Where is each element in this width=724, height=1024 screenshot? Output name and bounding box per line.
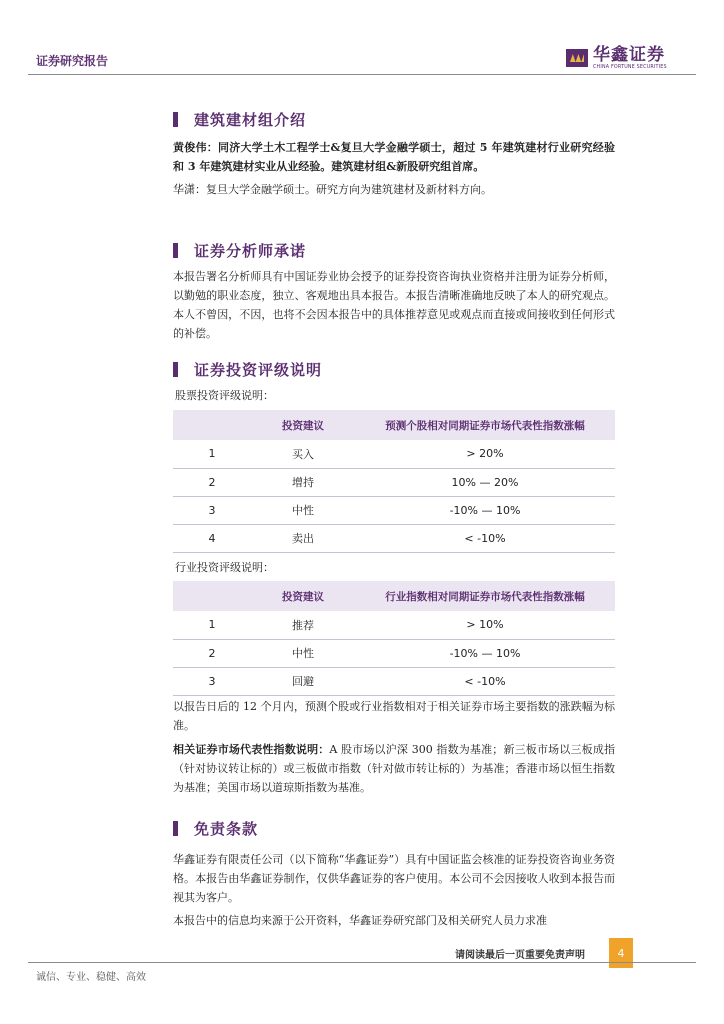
company-logo <box>566 47 667 71</box>
footer-disclaimer-note: 请阅读最后一页重要免责声明 <box>455 950 585 961</box>
header-action: 投资建议 <box>251 410 355 440</box>
action-cell: 中性 <box>251 496 355 524</box>
disclaimer-para-2: 本报告中的信息均来源于公开资料，华鑫证券研究部门及相关研究人员力求准 <box>173 914 547 927</box>
section-team <box>173 109 306 130</box>
section-title: 建筑建材组介绍 <box>194 111 307 129</box>
range-cell: -10% — 10% <box>355 639 615 667</box>
table-header <box>173 581 615 611</box>
footer-divider <box>28 962 696 963</box>
range-cell: < -10% <box>355 667 615 695</box>
section-title: 证券分析师承诺 <box>194 242 307 260</box>
table-row <box>173 496 615 524</box>
header-title: 证券研究报告 <box>36 54 109 68</box>
action-cell: 卖出 <box>251 524 355 552</box>
section-bar <box>173 243 178 258</box>
range-cell: > 10% <box>355 611 615 639</box>
table-row <box>173 524 615 552</box>
rank-cell: 4 <box>173 524 251 552</box>
rating-note-1: 以报告日后的 12 个月内，预测个股或行业指数相对于相关证券市场主要指数的涨跌幅为标准。 <box>173 700 615 732</box>
header-desc: 预测个股相对同期证券市场代表性指数涨幅 <box>355 410 615 440</box>
range-cell: < -10% <box>355 524 615 552</box>
section-commitment <box>173 240 306 261</box>
stock-rating-label: 股票投资评级说明： <box>175 389 274 402</box>
rating-note-2 <box>173 740 615 797</box>
action-cell: 中性 <box>251 639 355 667</box>
disclaimer-para-1: 华鑫证券有限责任公司（以下简称“华鑫证券”）具有中国证监会核准的证券投资咨询业务资格。本报告由华鑫证券制作，仅供华鑫证券的客户使用。本公司不会因接收人收到本报告而视其为客户。 <box>173 853 615 904</box>
industry-rating-table <box>173 581 615 696</box>
action-cell: 回避 <box>251 667 355 695</box>
section-bar <box>173 112 178 127</box>
header-action: 投资建议 <box>251 581 355 611</box>
action-cell: 推荐 <box>251 611 355 639</box>
table-row <box>173 468 615 496</box>
table-row <box>173 440 615 468</box>
commitment-text: 本报告署名分析师具有中国证券业协会授予的证券投资咨询执业资格并注册为证券分析师，以勤勉的职业态度，独立、客观地出具本报告。本报告清晰准确地反映了本人的研究观点。本人不曾因，不因，也将不会因本报告中的具体推荐意见或观点而直接或间接收到任何形式的补偿。 <box>173 270 615 340</box>
rank-cell: 2 <box>173 639 251 667</box>
header-desc: 行业指数相对同期证券市场代表性指数涨幅 <box>355 581 615 611</box>
footer-slogan: 诚信、专业、稳健、高效 <box>36 972 146 983</box>
page-number: 4 <box>609 938 633 968</box>
stock-rating-table <box>173 410 615 553</box>
rank-cell: 1 <box>173 440 251 468</box>
rank-cell: 3 <box>173 496 251 524</box>
header-divider <box>28 74 696 75</box>
range-cell: > 20% <box>355 440 615 468</box>
section-title: 免责条款 <box>194 820 259 838</box>
table-row <box>173 611 615 639</box>
logo-text: 华鑫证券 <box>593 45 665 65</box>
table-row <box>173 667 615 695</box>
logo-mark-icon <box>566 49 588 67</box>
section-disclaimer <box>173 818 258 839</box>
rating-note-2-text: A 股市场以沪深 300 指数为基准；新三板市场以三板成指（针对协议转让标的）或三板做市指数（针对做市转让标的）为基准；香港市场以恒生指数为基准；美国市场以道琼斯指数为基准。 <box>173 743 615 794</box>
range-cell: 10% — 20% <box>355 468 615 496</box>
section-title: 证券投资评级说明 <box>194 361 323 379</box>
industry-rating-label: 行业投资评级说明： <box>175 561 274 574</box>
rank-cell: 3 <box>173 667 251 695</box>
action-cell: 增持 <box>251 468 355 496</box>
team-member-2: 华潇：复旦大学金融学硕士。研究方向为建筑建材及新材料方向。 <box>173 183 492 196</box>
rank-cell: 2 <box>173 468 251 496</box>
section-rating <box>173 359 322 380</box>
section-bar <box>173 821 178 836</box>
team-member-1: 黄俊伟：同济大学土木工程学士&复旦大学金融学硕士，超过 5 年建筑建材行业研究经验和 3 年建筑建材实业从业经验。建筑建材组&新股研究组首席。 <box>173 141 615 173</box>
rating-note-2-title: 相关证券市场代表性指数说明： <box>173 743 330 756</box>
logo-subtext: CHINA FORTUNE SECURITIES <box>593 65 667 70</box>
rank-cell: 1 <box>173 611 251 639</box>
range-cell: -10% — 10% <box>355 496 615 524</box>
table-header <box>173 410 615 440</box>
action-cell: 买入 <box>251 440 355 468</box>
section-bar <box>173 362 178 377</box>
table-row <box>173 639 615 667</box>
